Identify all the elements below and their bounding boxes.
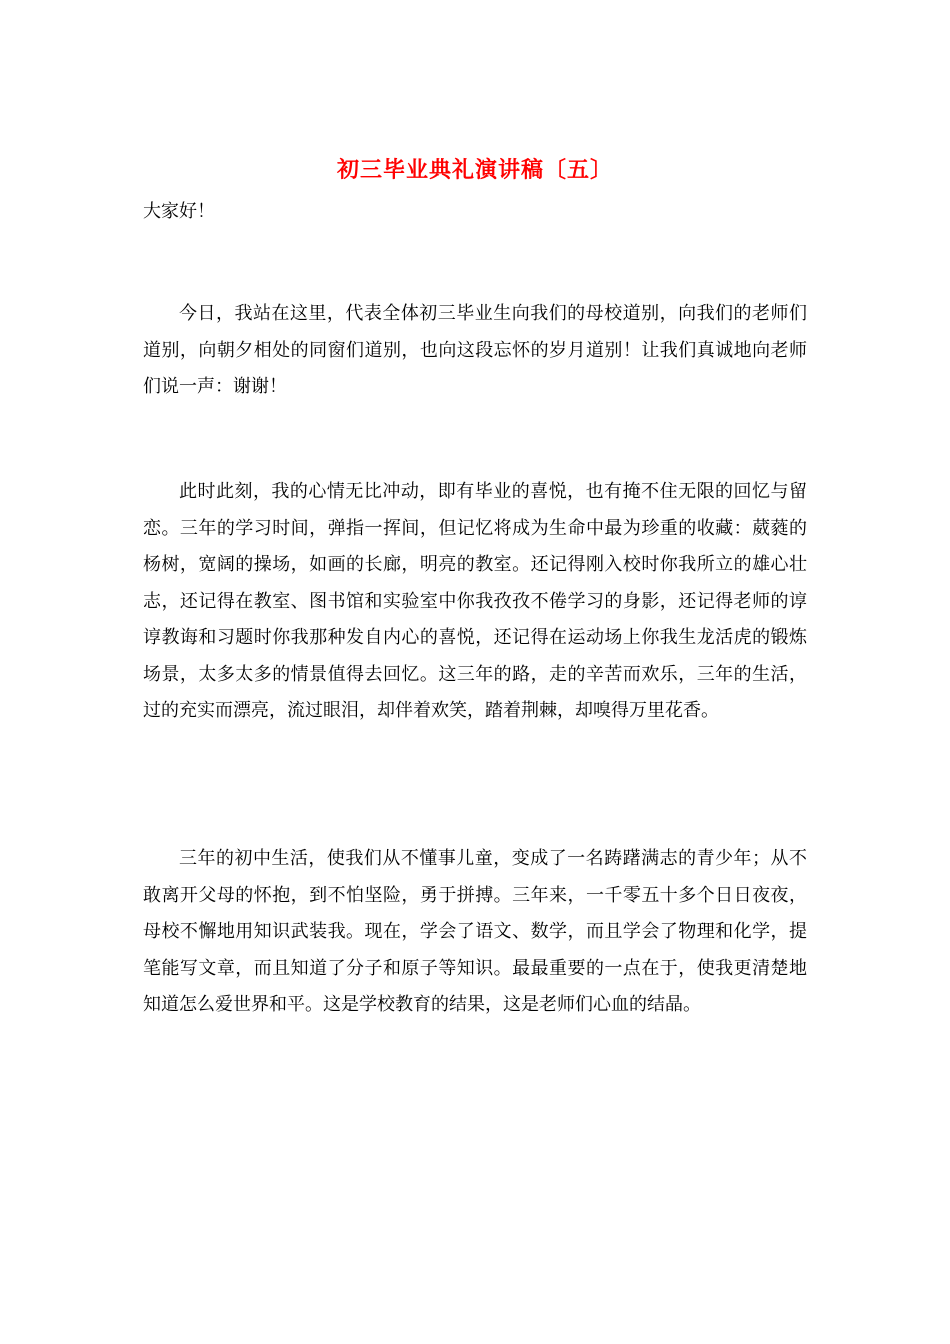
document-title: 初三毕业典礼演讲稿〔五〕 (336, 157, 613, 183)
greeting: 大家好！ (143, 201, 215, 222)
paragraph-1: 今日，我站在这里，代表全体初三毕业生向我们的母校道别，向我们的老师们道别，向朝夕相处的同窗们道别，也向这段忘怀的岁月道别！让我们真诚地向老师们说一声：谢谢！ (143, 303, 807, 397)
paragraph-2: 此时此刻，我的心情无比冲动，即有毕业的喜悦，也有掩不住无限的回忆与留恋。三年的学习时间，弹指一挥间，但记忆将成为生命中最为珍重的收藏：葳蕤的杨树，宽阔的操场，如画的长廊，明亮的教室。还记得刚入校时你我所立的雄心壮志，还记得在教室、图书馆和实验室中你我孜孜不倦学习的身影，还记得老师的谆谆教诲和习题时你我那种发自内心的喜悦，还记得在运动场上你我生龙活虎的锻炼场景，太多太多的情景值得去回忆。这三年的路，走的辛苦而欢乐，三年的生活，过的充实而漂亮，流过眼泪，却伴着欢笑，踏着荆棘，却嗅得万里花香。 (143, 481, 807, 721)
paragraph-3: 三年的初中生活，使我们从不懂事儿童，变成了一名踌躇满志的青少年；从不敢离开父母的怀抱，到不怕坚险，勇于拼搏。三年来，一千零五十多个日日夜夜，母校不懈地用知识武装我。现在，学会了语文、数学，而且学会了物理和化学，提笔能写文章，而且知道了分子和原子等知识。最最重要的一点在于，使我更清楚地知道怎么爱世界和平。这是学校教育的结果，这是老师们心血的结晶。 (143, 848, 807, 1015)
